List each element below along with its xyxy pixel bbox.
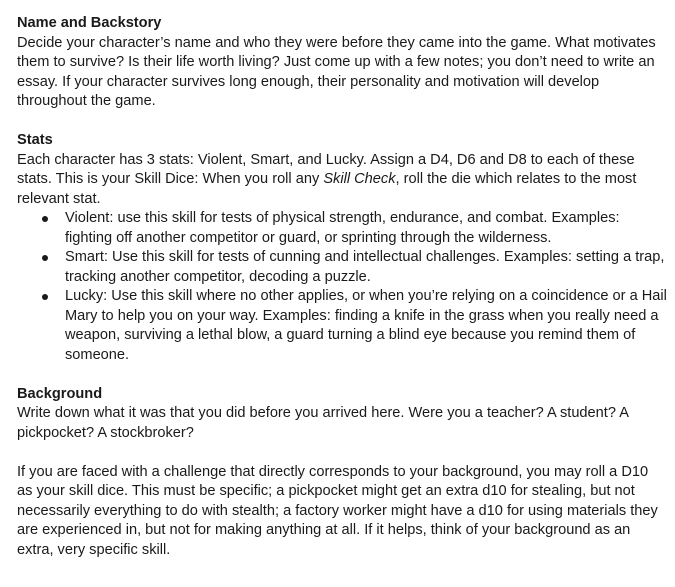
stats-text-before: Each character has 3 stats: Violent, Smart, and Lucky. Assign a D4, D6 and D8 to each of these stats. This is your Skill Dice: When you roll any (17, 151, 635, 187)
paragraph-background-1: Write down what it was that you did before you arrived here. Were you a teacher? A student? A pickpocket? A stockbroker? (17, 405, 629, 441)
bullet-icon (42, 294, 48, 300)
heading-stats: Stats (17, 132, 53, 148)
list-item-violent (17, 209, 667, 248)
stats-list (17, 209, 667, 365)
paragraph-name-backstory: Decide your character’s name and who they were before they came into the game. What motivates them to survive? Is their life worth living? Just come up with a few notes; you don’t need to write an essay. If your character survives long enough, their personality and motivation will develop throughout the game. (17, 34, 656, 109)
list-item-text: Lucky: Use this skill where no other applies, or when you’re relying on a coincidence or a Hail Mary to help you on your way. Examples: finding a knife in the grass when you really need a weapon, surviving a lethal blow, a guard turning a blind eye because you remind them of someone. (65, 288, 667, 363)
heading-name-backstory: Name and Backstory (17, 15, 162, 31)
list-item-lucky (17, 287, 667, 365)
bullet-icon (42, 216, 48, 222)
list-item-text: Smart: Use this skill for tests of cunning and intellectual challenges. Examples: setting a trap, tracking another competitor, decoding a puzzle. (65, 249, 665, 285)
paragraph-background-2: If you are faced with a challenge that directly corresponds to your background, you may roll a D10 as your skill dice. This must be specific; a pickpocket might get an extra d10 for stealing, but not necessarily everything to do with stealth; a factory worker might have a d10 for using materials they are experienced in, but not for making anything at all. If it helps, think of your background as an extra, very specific skill. (17, 463, 658, 558)
section-name-backstory (17, 14, 667, 112)
paragraph-stats (17, 151, 667, 210)
heading-background: Background (17, 385, 103, 402)
list-item-text: Violent: use this skill for tests of physical strength, endurance, and combat. Examples: fighting off another competitor or guard, or sprinting through the wilderness. (65, 210, 620, 246)
section-stats (17, 131, 667, 365)
stats-text-italic: Skill Check (323, 171, 396, 187)
document-body (17, 14, 667, 560)
section-background (17, 385, 667, 561)
stats-text-after: , roll the die which relates to the most relevant stat. (17, 171, 637, 207)
list-item-smart (17, 248, 667, 287)
bullet-icon (42, 255, 48, 261)
